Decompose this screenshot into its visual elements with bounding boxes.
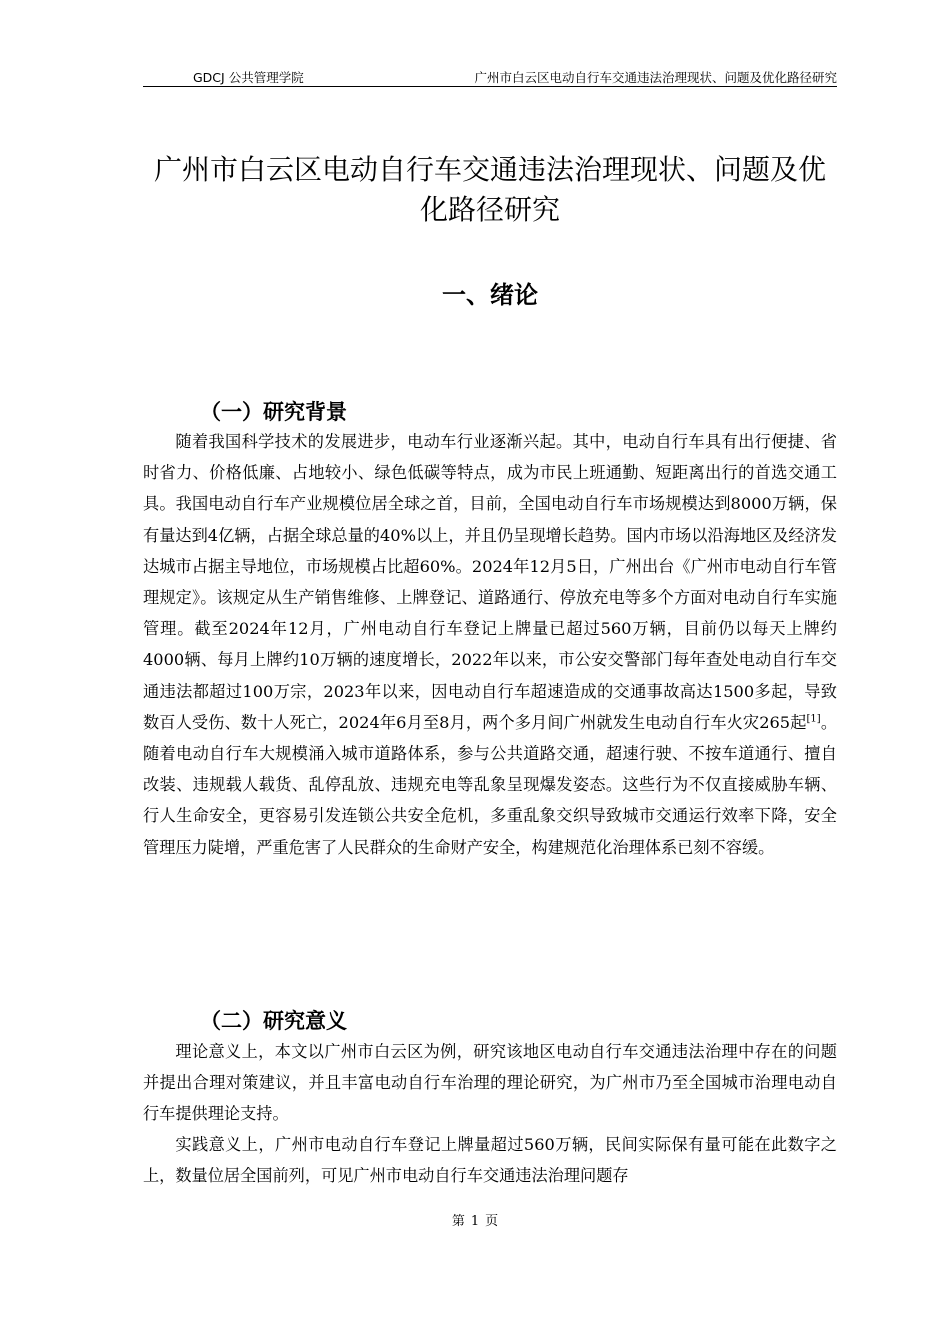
practical-significance-paragraph: 实践意义上，广州市电动自行车登记上牌量超过560万辆，民间实际保有量可能在此数字之上，数量位居全国前列，可见广州市电动自行车交通违法治理问题存: [143, 1135, 837, 1186]
background-paragraph: [143, 426, 837, 863]
paper-title-line1: 广州市白云区电动自行车交通违法治理现状、问题及优: [153, 153, 826, 186]
chapter-heading: 一、绪论: [442, 281, 538, 309]
paper-title-line2: 化路径研究: [419, 193, 560, 226]
paper-title: [130, 150, 850, 230]
page-number: 1: [470, 1214, 480, 1229]
page-header: [143, 66, 837, 87]
header-paper-title: 广州市白云区电动自行车交通违法治理现状、问题及优化路径研究: [474, 70, 837, 85]
footer-prefix: 第: [451, 1214, 465, 1229]
background-text-part1: 随着我国科学技术的发展进步，电动车行业逐渐兴起。其中，电动自行车具有出行便捷、省时省力、价格低廉、占地较小、绿色低碳等特点，成为市民上班通勤、短距离出行的首选交通工具。我国电动自行车产业规模位居全球之首，目前，全国电动自行车市场规模达到8000万辆，保有量达到4亿辆，占据全球总量的40%以上，并且仍呈现增长趋势。国内市场以沿海地区及经济发达城市占据主导地位，市场规模占比超60%。2024年12月5日，广州出台《广州市电动自行车管理规定》。该规定从生产销售维修、上牌登记、道路通行、停放充电等多个方面对电动自行车实施管理。截至2024年12月，广州电动自行车登记上牌量已超过560万辆，目前仍以每天上牌约4000辆、每月上牌约10万辆的速度增长，2022年以来，市公安交警部门每年查处电动自行车交通违法都超过100万宗，2023年以来，因电动自行车超速造成的交通事故高达1500多起，导致数百人受伤、数十人死亡，2024年6月至8月，两个多月间广州就发生电动自行车火灾265起: [143, 432, 837, 732]
citation-marker: [1]: [806, 713, 821, 725]
page-footer: [0, 1210, 950, 1229]
section-heading-background: （一）研究背景: [200, 400, 347, 424]
header-institution: GDCJ 公共管理学院: [193, 70, 304, 85]
theoretical-significance-paragraph: 理论意义上，本文以广州市白云区为例，研究该地区电动自行车交通违法治理中存在的问题并提出合理对策建议，并且丰富电动自行车治理的理论研究，为广州市乃至全国城市治理电动自行车提供理论支持。: [143, 1042, 837, 1124]
background-text-part2: 。随着电动自行车大规模涌入城市道路体系，参与公共道路交通，超速行驶、不按车道通行、擅自改装、违规载人载货、乱停乱放、违规充电等乱象呈现爆发姿态。这些行为不仅直接威胁车辆、行人生命安全，更容易引发连锁公共安全危机，多重乱象交织导致城市交通运行效率下降，安全管理压力陡增，严重危害了人民群众的生命财产安全，构建规范化治理体系已刻不容缓。: [143, 712, 837, 857]
footer-suffix: 页: [485, 1214, 499, 1229]
section-heading-significance: （二）研究意义: [200, 1009, 347, 1033]
